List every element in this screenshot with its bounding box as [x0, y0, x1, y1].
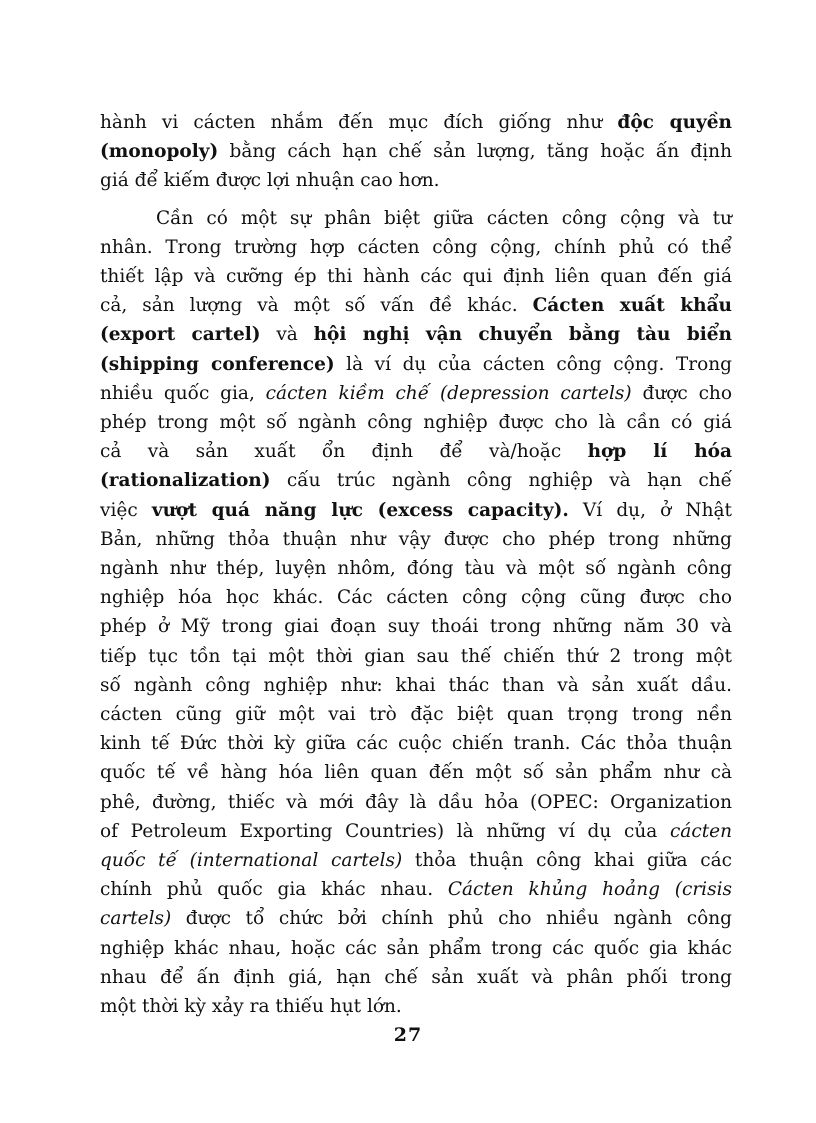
text-line: hành vi cácten nhắm đến mục đích giống như độc quyền	[100, 112, 732, 133]
term-rationalization-vi: hợp lí hóa	[587, 441, 732, 463]
term-depression-cartels: cácten kiềm chế (depression cartels)	[265, 382, 632, 404]
text-line: phép ở Mỹ trong giai đoạn suy thoái trong những năm 30 và	[100, 616, 732, 638]
body-text	[100, 108, 732, 1021]
term-shipping-conference-vi: hội nghị vận chuyển bằng tàu biển	[313, 324, 732, 346]
text-line: Cần có một sự phân biệt giữa cácten công cộng và tư	[156, 207, 732, 229]
text-line: số ngành công nghiệp như: khai thác than và sản xuất dầu.	[100, 674, 732, 696]
term-shipping-conference-en: (shipping conference)	[100, 353, 335, 375]
text-line: (monopoly) bằng cách hạn chế sản lượng, tăng hoặc ấn định	[100, 141, 732, 163]
text-line: nhiều quốc gia, cácten kiềm chế (depression cartels) được cho	[100, 382, 732, 404]
text-line: thiết lập và cưỡng ép thi hành các qui định liên quan đến giá	[100, 266, 732, 288]
text-line: cả, sản lượng và một số vấn đề khác. Cácten xuất khẩu	[100, 295, 733, 317]
text-line: (export cartel) và hội nghị vận chuyển bằng tàu biển	[100, 324, 732, 346]
text-line: kinh tế Đức thời kỳ giữa các cuộc chiến tranh. Các thỏa thuận	[100, 733, 732, 755]
term-excess-capacity: vượt quá năng lực (excess capacity).	[151, 499, 569, 521]
text-line: tiếp tục tồn tại một thời gian sau thế chiến thứ 2 trong một	[100, 645, 732, 667]
term-monopoly-en: (monopoly)	[100, 141, 219, 163]
text-line: giá để kiếm được lợi nhuận cao hơn.	[100, 170, 440, 192]
text-line: quốc tế về hàng hóa liên quan đến một số sản phẩm như cà	[100, 762, 732, 784]
text-line: việc vượt quá năng lực (excess capacity). Ví dụ, ở Nhật	[100, 499, 732, 521]
term-international-cartels-vi: cácten	[669, 820, 732, 842]
term-crisis-cartels-en: cartels)	[100, 908, 172, 930]
text-line: nhau để ấn định giá, hạn chế sản xuất và phân phối trong	[100, 966, 732, 988]
term-export-cartel-vi: Cácten xuất khẩu	[532, 295, 733, 317]
text-line: ngành như thép, luyện nhôm, đóng tàu và một số ngành công	[100, 558, 732, 580]
text-line: phép trong một số ngành công nghiệp được cho là cần có giá	[100, 412, 732, 434]
text-line: of Petroleum Exporting Countries) là những ví dụ của cácten	[100, 820, 732, 842]
text-line: nhân. Trong trường hợp cácten công cộng, chính phủ có thể	[100, 236, 732, 258]
term-international-cartels-en: quốc tế (international cartels)	[100, 850, 403, 872]
text-line: Bản, những thỏa thuận như vậy được cho phép trong những	[100, 528, 732, 550]
text-line: nghiệp khác nhau, hoặc các sản phẩm trong các quốc gia khác	[100, 937, 732, 959]
term-crisis-cartels-vi: Cácten khủng hoảng (crisis	[447, 879, 732, 901]
text-line: cácten cũng giữ một vai trò đặc biệt quan trọng trong nền	[100, 704, 732, 726]
text-line: một thời kỳ xảy ra thiếu hụt lớn.	[100, 996, 402, 1018]
text-line: quốc tế (international cartels) thỏa thuận công khai giữa các	[100, 850, 732, 872]
text-line: phê, đường, thiếc và mới đây là dầu hỏa (OPEC: Organization	[100, 791, 732, 813]
term-monopoly-vi: độc quyền	[617, 112, 732, 133]
page-number: 27	[393, 1024, 423, 1046]
text-line: cartels) được tổ chức bởi chính phủ cho nhiều ngành công	[100, 908, 732, 930]
term-export-cartel-en: (export cartel)	[100, 324, 261, 346]
text-line: chính phủ quốc gia khác nhau. Cácten khủng hoảng (crisis	[100, 879, 732, 901]
text-line: (shipping conference) là ví dụ của cácten công cộng. Trong	[100, 353, 732, 375]
paragraph-cartels	[100, 204, 732, 1022]
text-line: (rationalization) cấu trúc ngành công nghiệp và hạn chế	[100, 470, 732, 492]
text-line: nghiệp hóa học khác. Các cácten công cộng cũng được cho	[100, 587, 732, 609]
text-line: cả và sản xuất ổn định để và/hoặc hợp lí hóa	[100, 441, 732, 463]
paragraph-continued	[100, 108, 732, 196]
term-rationalization-en: (rationalization)	[100, 470, 271, 492]
